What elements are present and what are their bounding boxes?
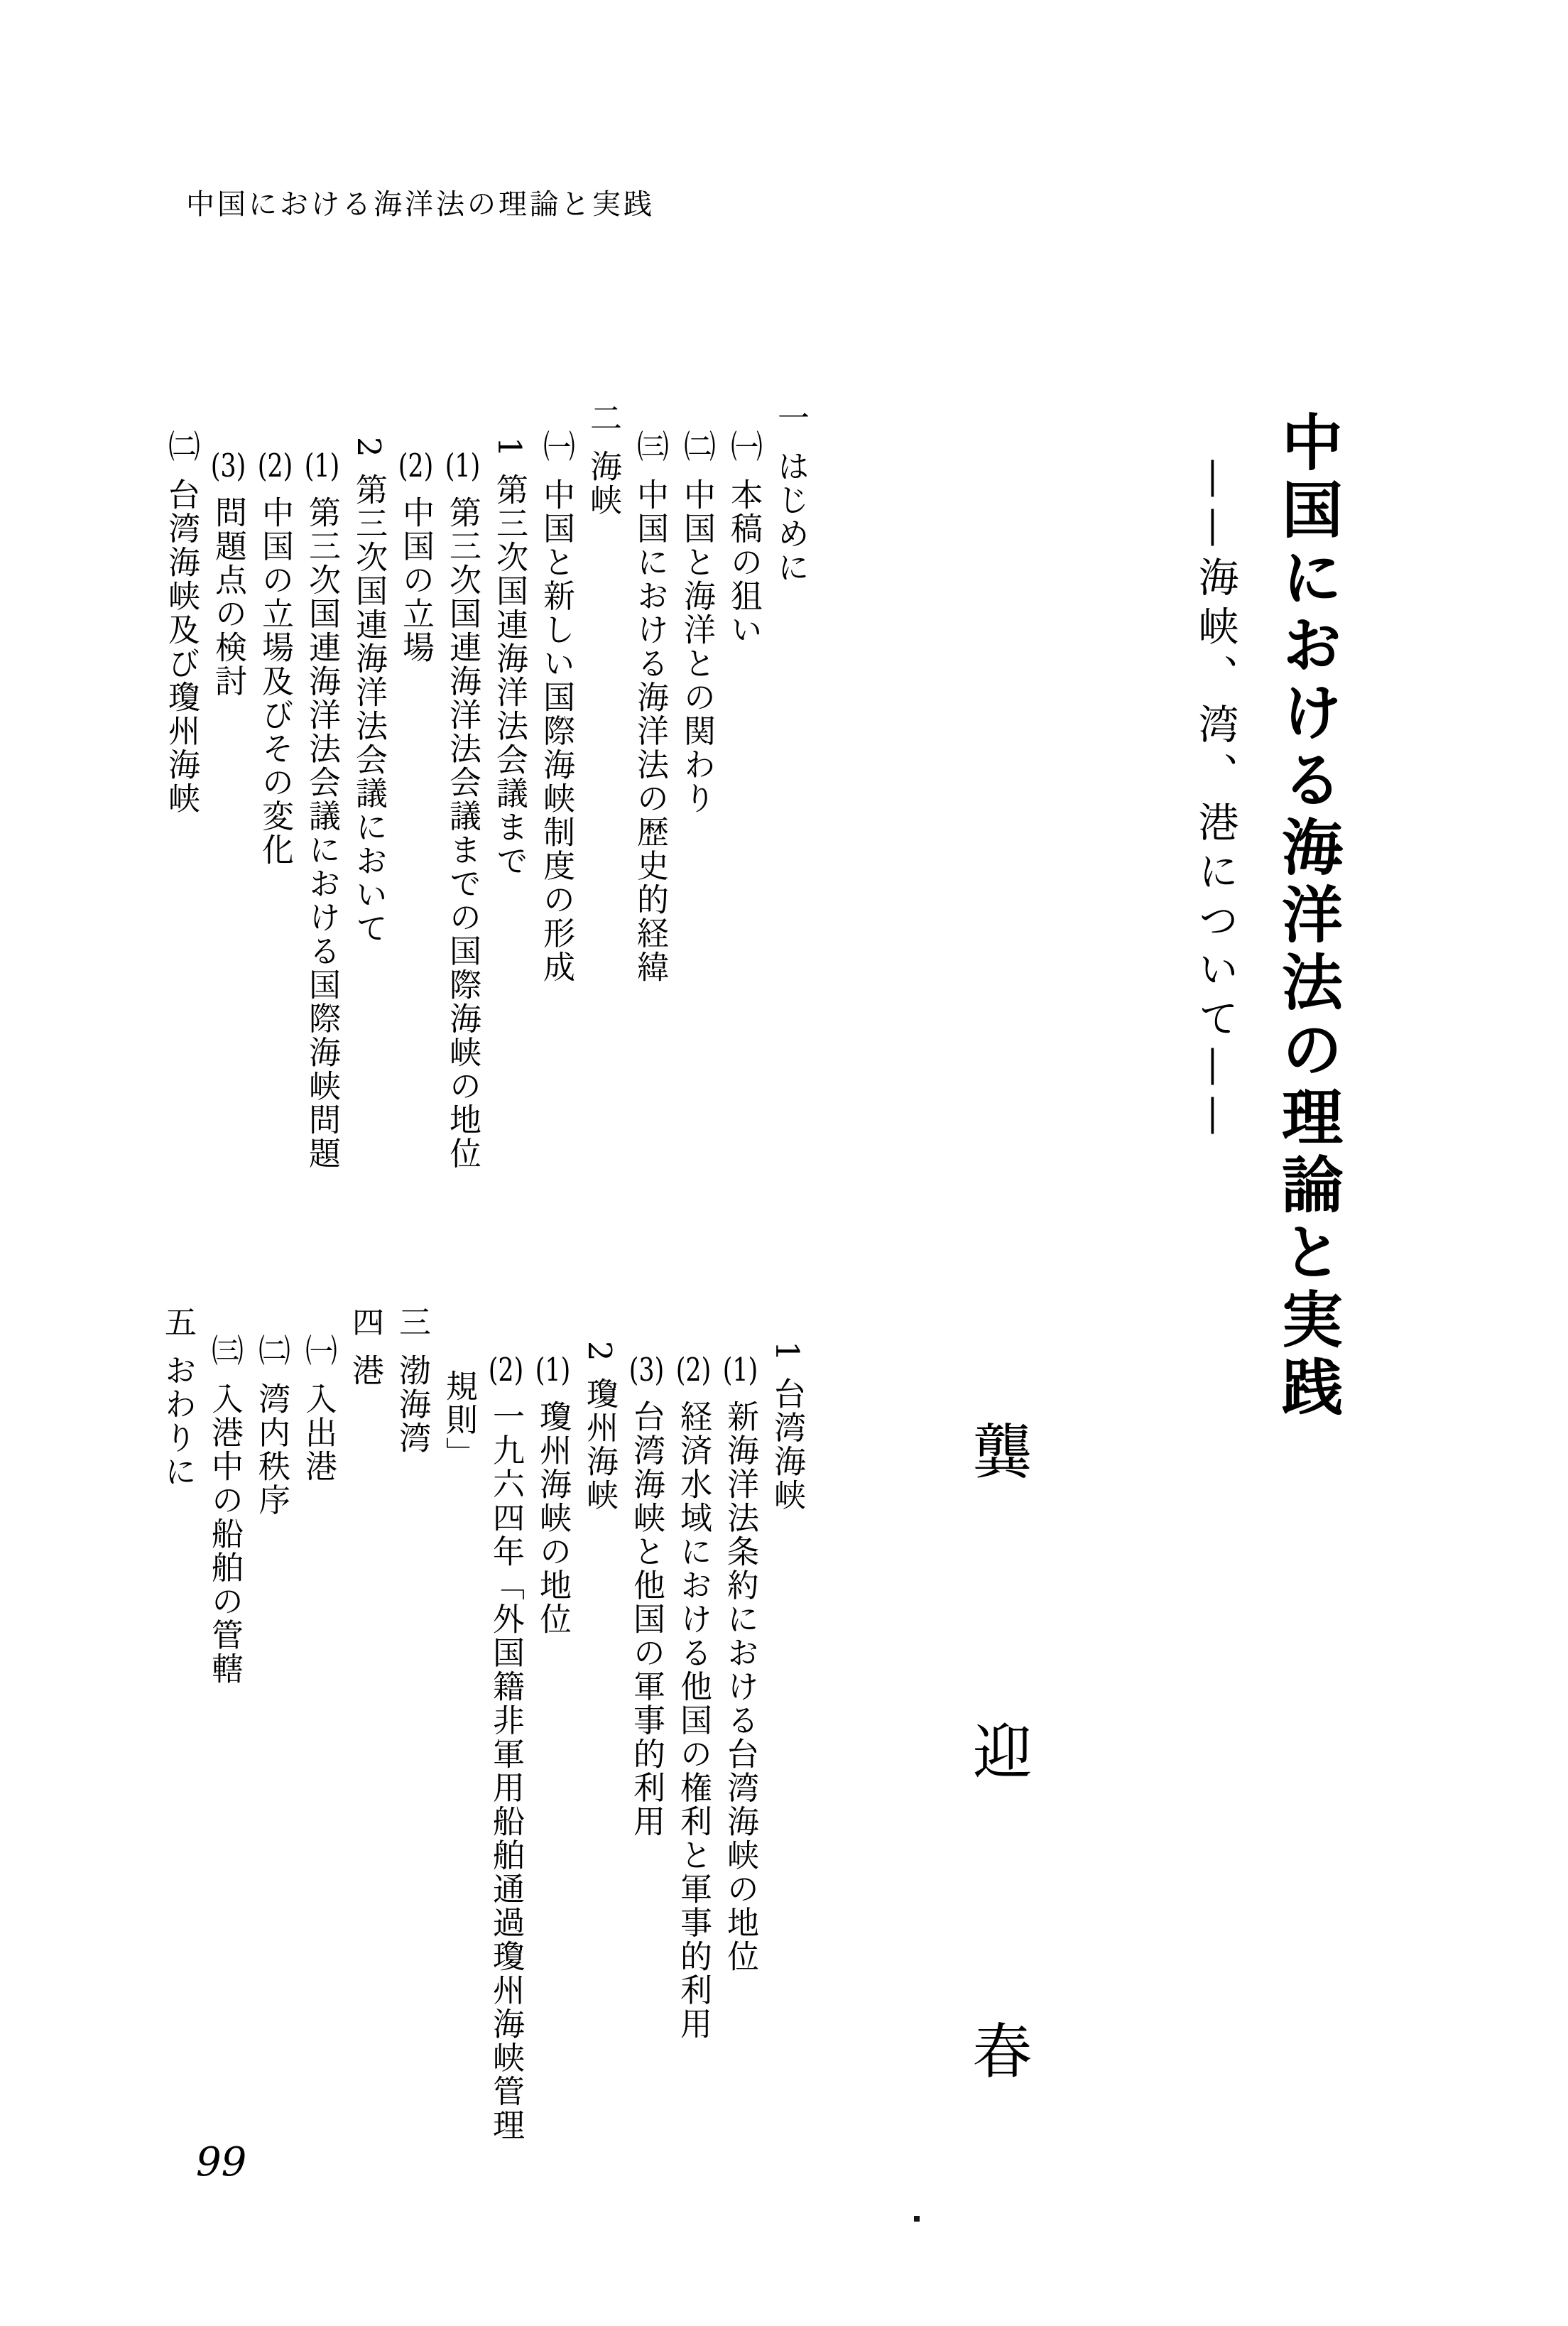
- toc-entry: [673, 401, 720, 1310]
- toc-entry-continuation: [435, 1305, 482, 2165]
- toc-entry-number: (1): [535, 1354, 571, 1386]
- toc-entry-number: (2): [488, 1354, 524, 1386]
- toc-entry-text: 瓊州海峡: [581, 1377, 619, 1513]
- toc-entry-number: 四: [347, 1305, 384, 1339]
- toc-entry-number: ㈠: [300, 1334, 337, 1368]
- toc-entry-text: 港: [347, 1353, 384, 1387]
- toc-entry-text: 渤海湾: [393, 1353, 431, 1455]
- toc-entry-text: 中国における海洋法の歴史的経緯: [631, 477, 669, 984]
- page-number: 99: [196, 2139, 247, 2185]
- toc-entry: [388, 1305, 435, 2165]
- toc-entry-number: 二: [584, 401, 622, 435]
- main-title: 中国における海洋法の理論と実践: [1271, 411, 1343, 1423]
- toc-entry: [251, 401, 298, 1310]
- toc-entry-text: おわりに: [159, 1353, 197, 1489]
- toc-entry-number: (1): [445, 450, 481, 482]
- subtitle: ——海峡、湾、港について——: [1192, 458, 1238, 1144]
- toc-entry-text: 瓊州海峡の地位: [534, 1400, 572, 1636]
- toc-entry-text: 一九六四年「外国籍非軍用船舶通過瓊州海峡管理: [487, 1400, 525, 2142]
- toc-entry: [670, 1305, 717, 2165]
- toc-entry: [763, 1305, 810, 2165]
- toc-entry-number: ㈡: [253, 1334, 290, 1368]
- toc-entry: [342, 1305, 388, 2165]
- toc-entry-text: はじめに: [772, 449, 810, 585]
- toc-entry-number: ㈠: [538, 430, 575, 464]
- toc-entry-number: 2: [350, 437, 388, 460]
- toc-upper-band: [158, 401, 814, 1310]
- toc-entry-text: 第三次国連海洋法会議における国際海峡問題: [303, 496, 341, 1170]
- toc-entry: [623, 1305, 670, 2165]
- toc-entry-text: 海峡: [584, 449, 622, 517]
- toc-entry: [295, 1305, 342, 2165]
- toc-entry: [201, 1305, 248, 2165]
- toc-entry: [529, 1305, 576, 2165]
- toc-entry-text: 中国と新しい国際海峡制度の形成: [538, 477, 575, 984]
- toc-entry: [482, 1305, 529, 2165]
- toc-entry-number: ㈡: [678, 430, 716, 464]
- toc-entry-text: 入港中の船舶の管轄: [206, 1381, 244, 1685]
- toc-entry-number: (1): [304, 450, 340, 482]
- toc-entry: [154, 1305, 201, 2165]
- toc-entry: [486, 401, 533, 1310]
- toc-entry-number: 1: [768, 1341, 806, 1364]
- toc-entry: [158, 401, 205, 1310]
- toc-entry: [392, 401, 439, 1310]
- toc-entry-number: ㈢: [206, 1334, 244, 1368]
- toc-entry-number: (3): [628, 1354, 665, 1386]
- toc-entry-number: (2): [257, 450, 293, 482]
- toc-entry-number: 一: [772, 401, 810, 435]
- toc-entry: [717, 1305, 763, 2165]
- toc-entry-text: 本稿の狙い: [725, 477, 763, 646]
- toc-entry-number: 2: [581, 1341, 619, 1364]
- toc-entry: [205, 401, 251, 1310]
- toc-entry: [576, 1305, 623, 2165]
- toc-entry: [533, 401, 579, 1310]
- scan-speck: [914, 2216, 920, 2222]
- toc-entry-number: (2): [398, 450, 434, 482]
- toc-entry-text: 規則」: [440, 1369, 478, 1471]
- toc-entry-text: 第三次国連海洋法会議まで: [491, 473, 528, 879]
- toc-entry-text: 第三次国連海洋法会議において: [350, 473, 388, 946]
- toc-entry-text: 新海洋法条約における台湾海峡の地位: [722, 1400, 759, 1974]
- toc-entry-text: 中国の立場: [397, 496, 435, 665]
- toc-lower-band: [154, 1305, 810, 2165]
- toc-entry: [720, 401, 767, 1310]
- toc-entry-number: 五: [159, 1305, 197, 1339]
- toc-entry-text: 湾内秩序: [253, 1381, 290, 1517]
- toc-entry-text: 中国の立場及びその変化: [256, 496, 294, 867]
- toc-entry-text: 経済水域における他国の権利と軍事的利用: [675, 1400, 712, 2041]
- toc-entry: [439, 401, 486, 1310]
- toc-entry-text: 第三次国連海洋法会議までの国際海峡の地位: [444, 496, 481, 1170]
- toc-entry-text: 入出港: [300, 1381, 337, 1483]
- toc-entry: [298, 401, 345, 1310]
- toc-entry-text: 台湾海峡及び瓊州海峡: [163, 477, 200, 815]
- toc-entry-number: (3): [210, 450, 246, 482]
- toc-entry-text: 問題点の検討: [209, 496, 247, 698]
- toc-entry: [345, 401, 392, 1310]
- author-name: 龔迎春: [963, 1420, 1033, 2320]
- running-head: 中国における海洋法の理論と実践: [186, 188, 655, 221]
- toc-entry: [248, 1305, 295, 2165]
- toc-entry: [626, 401, 673, 1310]
- toc-entry-number: ㈢: [631, 430, 669, 464]
- toc-entry-text: 台湾海峡と他国の軍事的利用: [628, 1400, 665, 1839]
- toc-entry-text: 中国と海洋との関わり: [678, 477, 716, 815]
- toc-entry: [767, 401, 814, 1310]
- toc-entry-number: 三: [393, 1305, 431, 1339]
- toc-entry-number: (2): [675, 1354, 712, 1386]
- toc-entry-number: (1): [722, 1354, 758, 1386]
- toc-entry-text: 台湾海峡: [768, 1377, 806, 1513]
- toc-entry-number: 1: [491, 437, 528, 460]
- toc-entry: [579, 401, 626, 1310]
- toc-entry-number: ㈡: [163, 430, 200, 464]
- toc-entry-number: ㈠: [725, 430, 763, 464]
